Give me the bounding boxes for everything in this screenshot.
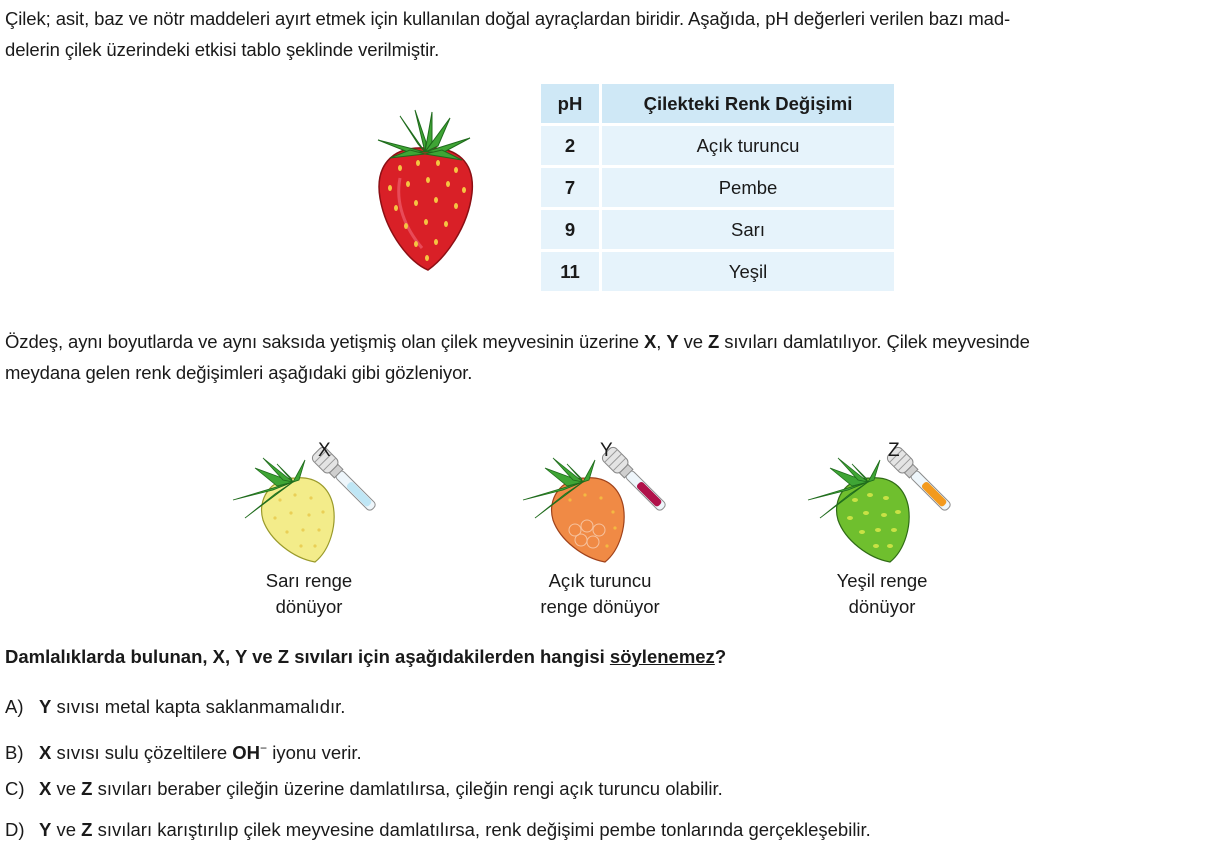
intro-paragraph (5, 3, 1205, 65)
option-c[interactable] (5, 776, 723, 802)
liquid-x-label: X (643, 331, 657, 352)
question-stem (5, 646, 726, 668)
option-text: sıvısı metal kapta saklanmamalıdır. (51, 696, 346, 717)
option-bold-term: Y (39, 696, 52, 717)
option-d[interactable] (5, 817, 871, 843)
figure-x-letter: X (318, 440, 331, 461)
figure-y-letter: Y (600, 440, 613, 461)
ph-color-table (538, 81, 897, 294)
option-bold-term: Y (39, 819, 52, 840)
liquid-z-label: Z (708, 331, 720, 352)
option-letter: C) (5, 778, 25, 799)
option-text: sıvıları karıştırılıp çilek meyvesine damlatılırsa, renk değişimi pembe tonlarında gerçekleşebilir. (92, 819, 871, 840)
figure-x (225, 400, 425, 570)
color-value: Açık turuncu (602, 126, 894, 165)
ph-value: 7 (541, 168, 599, 207)
caption-line: Sarı renge (265, 570, 353, 591)
figure-z (800, 400, 1000, 570)
caption-line: Yeşil renge (836, 570, 928, 591)
header-ph: pH (541, 84, 599, 123)
question-mark: ? (714, 646, 727, 667)
figure-y-caption (480, 568, 720, 620)
option-bold-term: OH (232, 742, 261, 763)
ph-value: 11 (541, 252, 599, 291)
option-superscript: − (260, 741, 268, 755)
figure-z-caption (762, 568, 1002, 620)
experiment-paragraph (5, 326, 1205, 388)
strawberry-dropper-y (515, 400, 715, 570)
option-text: ve (51, 819, 82, 840)
ph-value: 9 (541, 210, 599, 249)
intro-line-1: Çilek; asit, baz ve nötr maddeleri ayırt etmek için kullanılan doğal ayraçlardan biridir. Aşağıda, pH değerleri verilen bazı mad- (5, 8, 1011, 29)
table-row (541, 210, 894, 249)
option-text: ve (51, 778, 82, 799)
figure-z-letter: Z (888, 440, 900, 461)
experiment-text-post: sıvıları damlatılıyor. Çilek meyvesinde (719, 331, 1030, 352)
table-row (541, 168, 894, 207)
strawberry-illustration (370, 108, 480, 273)
option-letter: A) (5, 696, 24, 717)
liquid-y-label: Y (666, 331, 679, 352)
caption-line: dönüyor (848, 596, 916, 617)
option-bold-term: X (39, 778, 52, 799)
option-text: sıvısı sulu çözeltilere (51, 742, 233, 763)
intro-line-2: delerin çilek üzerindeki etkisi tablo şeklinde verilmiştir. (5, 39, 440, 60)
table-row (541, 126, 894, 165)
color-value: Pembe (602, 168, 894, 207)
table-row (541, 252, 894, 291)
option-letter: D) (5, 819, 25, 840)
experiment-line-2: meydana gelen renk değişimleri aşağıdaki gibi gözleniyor. (5, 362, 473, 383)
strawberry-dropper-x (225, 400, 425, 570)
caption-line: dönüyor (275, 596, 343, 617)
color-value: Yeşil (602, 252, 894, 291)
header-color-change: Çilekteki Renk Değişimi (602, 84, 894, 123)
figure-y (515, 400, 715, 570)
option-letter: B) (5, 742, 24, 763)
experiment-line-1 (5, 326, 1205, 357)
option-text: sıvıları beraber çileğin üzerine damlatılırsa, çileğin rengi açık turuncu olabilir. (92, 778, 723, 799)
caption-line: renge dönüyor (540, 596, 660, 617)
option-bold-term: Z (81, 778, 93, 799)
experiment-text-pre: Özdeş, aynı boyutlarda ve aynı saksıda yetişmiş olan çilek meyvesinin üzerine (5, 331, 644, 352)
question-keyword: söylenemez (609, 646, 715, 667)
option-a[interactable] (5, 694, 345, 720)
table-header-row (541, 84, 894, 123)
strawberry-dropper-z (800, 400, 1000, 570)
ph-value: 2 (541, 126, 599, 165)
option-text: iyonu verir. (267, 742, 362, 763)
question-text: Damlalıklarda bulunan, X, Y ve Z sıvıları için aşağıdakilerden hangisi (5, 646, 610, 667)
option-b[interactable] (5, 735, 362, 766)
caption-line: Açık turuncu (548, 570, 652, 591)
separator: ve (678, 331, 708, 352)
option-bold-term: X (39, 742, 52, 763)
figure-x-caption (189, 568, 429, 620)
color-value: Sarı (602, 210, 894, 249)
separator: , (656, 331, 667, 352)
option-bold-term: Z (81, 819, 93, 840)
